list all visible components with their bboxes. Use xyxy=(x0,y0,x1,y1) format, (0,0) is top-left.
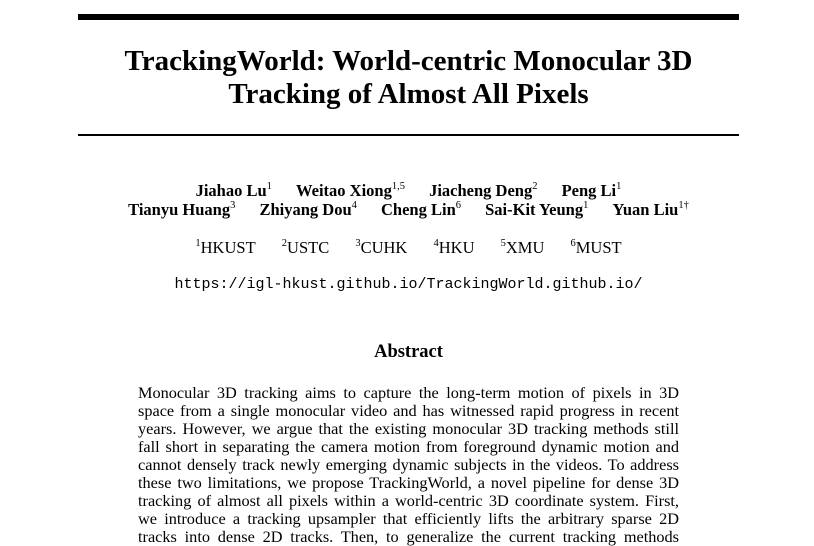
author: Jiahao Lu$^1$ xyxy=(195,181,272,200)
abstract-line: fall short in separating the camera motion from foreground dynamic motion and xyxy=(138,437,679,456)
affiliation: $^2$USTC xyxy=(281,238,330,257)
abstract-line: cannot densely track newly emerging dynamic subjects in the videos. To address xyxy=(138,455,679,474)
title-line-1: TrackingWorld: World-centric Monocular 3D xyxy=(124,45,693,77)
affiliation: $^6$MUST xyxy=(570,238,622,257)
abstract-line: we introduce a tracking upsampler that efficiently lifts the arbitrary sparse 2D xyxy=(138,509,679,528)
affiliation: $^1$HKUST xyxy=(195,238,256,257)
abstract-line: tracking of almost all pixels within a world-centric 3D coordinate system. First, xyxy=(138,491,679,510)
title-line-2: Tracking of Almost All Pixels xyxy=(228,78,589,110)
author: Peng Li$^1$ xyxy=(561,181,622,200)
author-row-2 xyxy=(78,200,739,220)
paper-title xyxy=(78,45,739,111)
title-rule xyxy=(78,134,739,136)
abstract-line: Monocular 3D tracking aims to capture the long-term motion of pixels in 3D xyxy=(138,383,679,402)
affiliation: $^5$XMU xyxy=(500,238,545,257)
author: Cheng Lin$^6$ xyxy=(381,200,461,219)
abstract-heading: Abstract xyxy=(374,342,443,362)
author: Sai-Kit Yeung$^1$ xyxy=(485,200,589,219)
top-rule xyxy=(78,14,739,20)
affiliation: $^4$HKU xyxy=(433,238,475,257)
abstract-line: space from a single monocular video and has witnessed rapid progress in recent xyxy=(138,401,679,420)
abstract-line: years. However, we argue that the existing monocular 3D tracking methods still xyxy=(138,419,679,438)
author: Yuan Liu$^{1\dagger}$ xyxy=(612,200,689,219)
abstract-line: tracks into dense 2D tracks. Then, to generalize the current tracking methods xyxy=(138,527,679,546)
abstract-line: these two limitations, we propose TrackingWorld, a novel pipeline for dense 3D xyxy=(138,473,679,492)
author-row-1 xyxy=(78,181,739,201)
author: Jiacheng Deng$^2$ xyxy=(429,181,538,200)
author: Zhiyang Dou$^4$ xyxy=(259,200,357,219)
author: Weitao Xiong$^{1,5}$ xyxy=(296,181,405,200)
affiliations xyxy=(78,238,739,258)
author: Tianyu Huang$^3$ xyxy=(128,200,236,219)
affiliation: $^3$CUHK xyxy=(355,238,408,257)
project-url[interactable]: https://igl-hkust.github.io/TrackingWorld.github.io/ xyxy=(174,276,643,293)
